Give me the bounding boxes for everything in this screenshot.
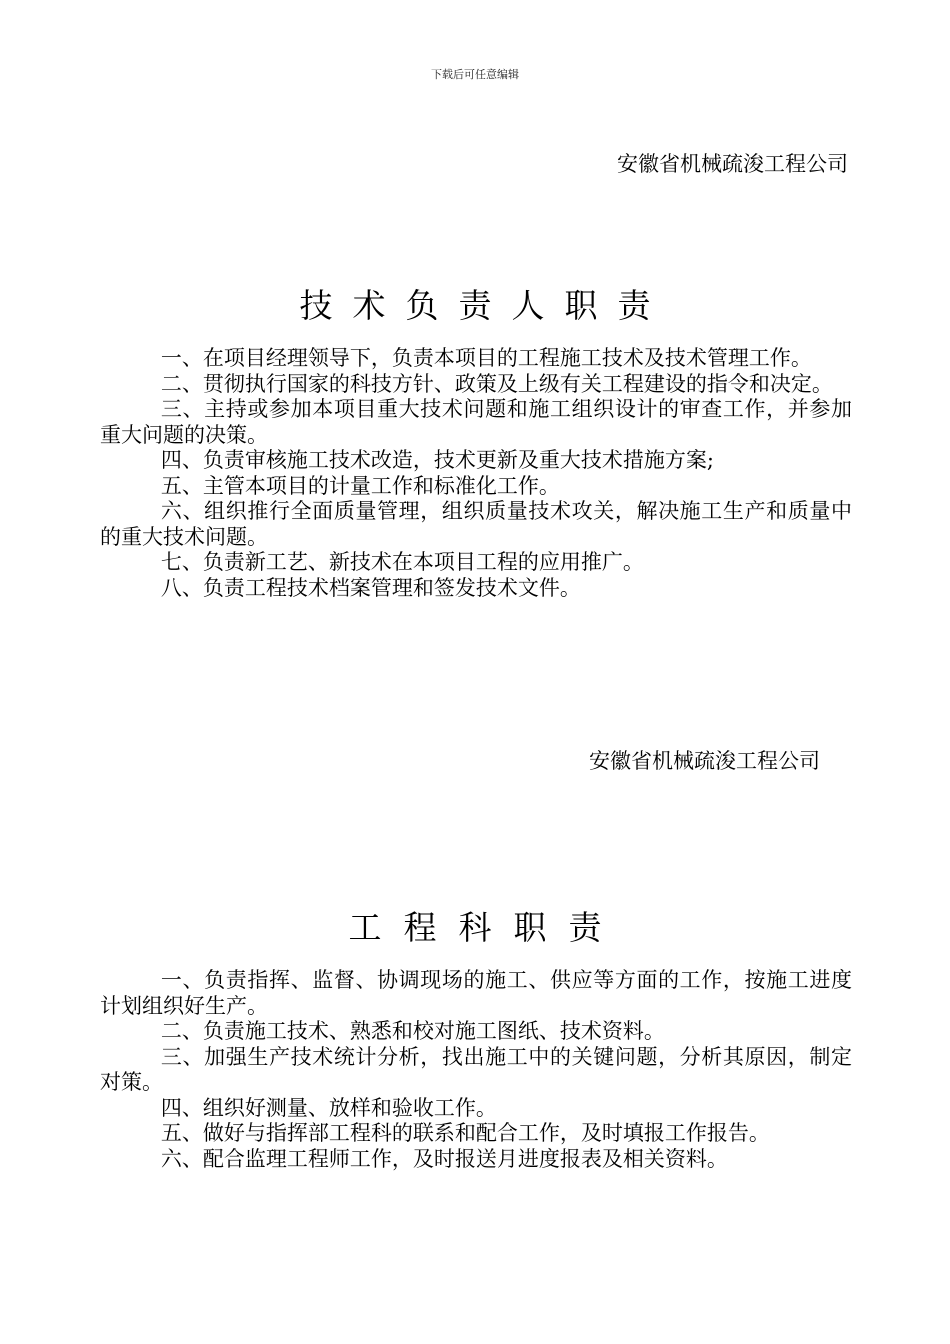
engineering-dept-duties bbox=[100, 968, 852, 1172]
duty-item: 五、做好与指挥部工程科的联系和配合工作，及时填报工作报告。 bbox=[160, 1121, 770, 1145]
duty-item: 二、贯彻执行国家的科技方针、政策及上级有关工程建设的指令和决定。 bbox=[160, 371, 833, 396]
section-title-engineering-dept: 工程科职责 bbox=[348, 908, 624, 947]
duty-item: 二、负责施工技术、熟悉和校对施工图纸、技术资料。 bbox=[160, 1019, 665, 1043]
duty-item: 四、组织好测量、放样和验收工作。 bbox=[160, 1095, 497, 1120]
duty-item: 三、主持或参加本项目重大技术问题和施工组织设计的审查工作，并参加重大问题的决策。 bbox=[100, 397, 852, 447]
duty-item: 三、加强生产技术统计分析，找出施工中的关键问题，分析其原因，制定对策。 bbox=[100, 1044, 852, 1094]
duty-item: 六、配合监理工程师工作，及时报送月进度报表及相关资料。 bbox=[160, 1146, 728, 1171]
duty-item: 七、负责新工艺、新技术在本项目工程的应用推广。 bbox=[160, 550, 644, 574]
company-name-top: 安徽省机械疏浚工程公司 bbox=[617, 152, 848, 176]
header-note: 下载后可任意编辑 bbox=[431, 68, 519, 81]
company-name-middle: 安徽省机械疏浚工程公司 bbox=[589, 749, 820, 773]
duty-item: 一、在项目经理领导下，负责本项目的工程施工技术及技术管理工作。 bbox=[160, 346, 812, 370]
technical-lead-duties bbox=[100, 346, 852, 601]
duty-item: 八、负责工程技术档案管理和签发技术文件。 bbox=[160, 575, 581, 600]
section-title-technical-lead: 技术负责人职责 bbox=[299, 286, 671, 325]
duty-item: 六、组织推行全面质量管理，组织质量技术攻关，解决施工生产和质量中的重大技术问题。 bbox=[100, 499, 852, 549]
duty-item: 五、主管本项目的计量工作和标准化工作。 bbox=[160, 473, 560, 498]
duty-item: 一、负责指挥、监督、协调现场的施工、供应等方面的工作，按施工进度计划组织好生产。 bbox=[100, 968, 852, 1018]
duty-item: 四、负责审核施工技术改造，技术更新及重大技术措施方案; bbox=[160, 448, 714, 472]
